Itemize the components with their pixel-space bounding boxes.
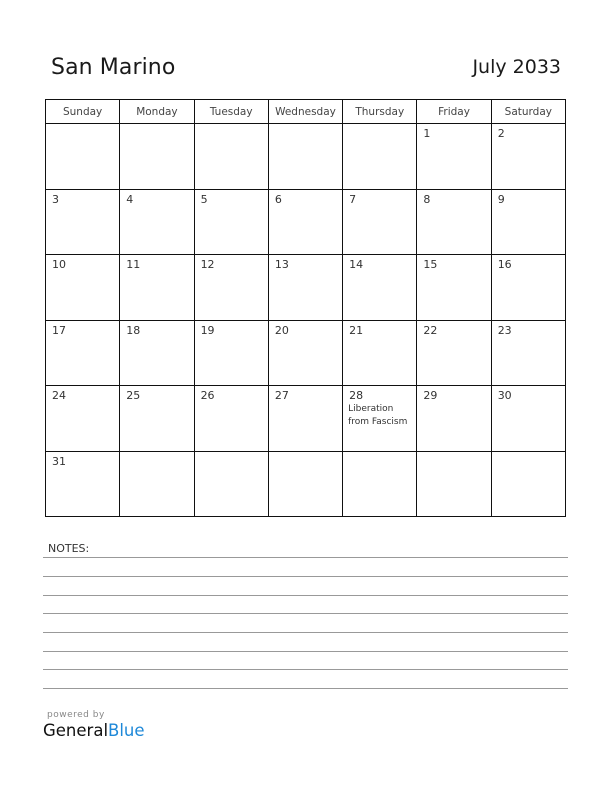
weekday-tuesday: Tuesday <box>194 100 268 124</box>
day-cell <box>120 189 194 255</box>
day-number: 23 <box>497 323 512 337</box>
note-line <box>43 595 568 596</box>
weekday-sunday: Sunday <box>46 100 120 124</box>
day-number: 12 <box>200 258 215 271</box>
day-cell <box>491 124 565 190</box>
day-cell <box>343 255 417 321</box>
day-cell <box>343 124 417 190</box>
day-number: 19 <box>200 323 215 337</box>
day-number: 18 <box>126 323 141 337</box>
week-row <box>46 320 566 386</box>
weekday-saturday: Saturday <box>491 100 565 124</box>
day-cell <box>343 451 417 517</box>
week-row <box>46 189 566 255</box>
day-cell <box>120 386 194 452</box>
day-number <box>269 452 342 455</box>
day-number: 11 <box>126 258 141 271</box>
brand-logo <box>43 721 145 740</box>
day-number: 16 <box>497 258 512 271</box>
day-number: 8 <box>423 192 431 206</box>
day-number <box>417 452 490 455</box>
weekday-monday: Monday <box>120 100 194 124</box>
day-number <box>195 452 268 455</box>
day-number <box>120 124 193 127</box>
day-number: 27 <box>274 389 289 402</box>
day-cell <box>343 189 417 255</box>
brand-blue: Blue <box>108 721 145 740</box>
day-cell <box>491 320 565 386</box>
day-number <box>343 124 416 127</box>
country-title: San Marino <box>51 55 176 80</box>
day-cell <box>46 189 120 255</box>
note-line <box>43 576 568 577</box>
day-cell-holiday <box>343 386 417 452</box>
day-number: 28 <box>349 389 364 402</box>
day-cell <box>194 386 268 452</box>
day-number <box>492 452 565 455</box>
day-number <box>46 124 119 127</box>
day-cell <box>268 189 342 255</box>
day-cell <box>268 386 342 452</box>
day-cell <box>194 255 268 321</box>
calendar-grid <box>45 99 566 517</box>
day-cell <box>268 320 342 386</box>
day-number: 17 <box>52 323 66 337</box>
day-number: 9 <box>497 192 505 206</box>
day-cell <box>194 320 268 386</box>
note-line <box>43 651 568 652</box>
day-number <box>343 452 416 455</box>
day-number: 3 <box>52 192 59 206</box>
day-number: 21 <box>349 323 364 337</box>
day-cell <box>343 320 417 386</box>
day-number: 25 <box>126 389 141 402</box>
day-number: 13 <box>274 258 289 271</box>
day-cell <box>417 124 491 190</box>
day-number <box>120 452 193 455</box>
day-cell <box>491 255 565 321</box>
day-number: 24 <box>52 389 66 402</box>
day-number: 29 <box>423 389 438 402</box>
day-number: 15 <box>423 258 438 271</box>
day-cell <box>46 451 120 517</box>
day-cell <box>417 320 491 386</box>
day-cell <box>417 386 491 452</box>
day-cell <box>268 451 342 517</box>
day-cell <box>120 255 194 321</box>
day-number: 22 <box>423 323 438 337</box>
day-number: 7 <box>349 192 357 206</box>
week-row <box>46 386 566 452</box>
note-line <box>43 669 568 670</box>
week-row <box>46 255 566 321</box>
day-number: 1 <box>423 127 431 140</box>
holiday-label: Liberation from Fascism <box>348 404 408 427</box>
brand-general: General <box>43 721 109 740</box>
weekday-header-row <box>46 100 566 124</box>
day-number: 26 <box>200 389 215 402</box>
week-row <box>46 451 566 517</box>
day-cell <box>491 451 565 517</box>
day-cell <box>46 386 120 452</box>
day-number: 30 <box>497 389 512 402</box>
day-cell <box>46 124 120 190</box>
day-number <box>195 124 268 127</box>
day-number: 5 <box>200 192 208 206</box>
week-row <box>46 124 566 190</box>
day-cell <box>194 124 268 190</box>
day-number: 6 <box>274 192 282 206</box>
day-number: 2 <box>497 127 505 140</box>
note-line <box>43 613 568 614</box>
day-number: 20 <box>274 323 289 337</box>
day-number: 31 <box>52 454 66 468</box>
day-cell <box>46 320 120 386</box>
notes-label: NOTES: <box>48 542 90 555</box>
day-cell <box>268 255 342 321</box>
month-year-title: July 2033 <box>472 56 561 78</box>
weekday-thursday: Thursday <box>343 100 417 124</box>
day-cell <box>417 189 491 255</box>
day-cell <box>268 124 342 190</box>
day-cell <box>491 189 565 255</box>
day-number: 4 <box>126 192 134 206</box>
weekday-wednesday: Wednesday <box>268 100 342 124</box>
day-cell <box>120 124 194 190</box>
day-cell <box>120 451 194 517</box>
day-cell <box>491 386 565 452</box>
day-cell <box>194 451 268 517</box>
powered-by-text: powered by <box>47 710 105 720</box>
day-number: 10 <box>52 258 66 271</box>
note-line <box>43 632 568 633</box>
day-cell <box>194 189 268 255</box>
note-line <box>43 688 568 689</box>
day-cell <box>120 320 194 386</box>
day-number: 14 <box>349 258 364 271</box>
day-cell <box>417 451 491 517</box>
day-cell <box>417 255 491 321</box>
note-line <box>43 557 568 558</box>
day-cell <box>46 255 120 321</box>
day-number <box>269 124 342 127</box>
weekday-friday: Friday <box>417 100 491 124</box>
